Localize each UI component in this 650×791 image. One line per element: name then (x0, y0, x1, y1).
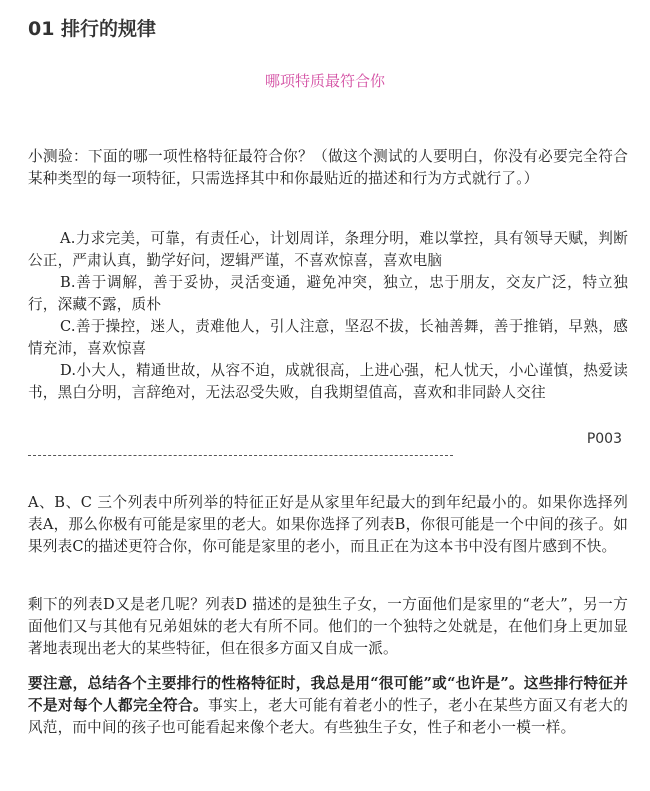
paragraph-list-d: 剩下的列表D又是老几呢？列表D 描述的是独生子女，一方面他们是家里的“老大”，另一方面他们又与其他有兄弟姐妹的老大有所不同。他们的一个独特之处就是，在他们身上更加显著地表现出老大的某些特征，但在很多方面又自成一派。 (28, 596, 628, 657)
section-heading: 01 排行的规律 (28, 18, 157, 40)
page-number: P003 (586, 431, 622, 447)
dashed-divider (28, 455, 453, 456)
option-b: B.善于调解，善于妥协，灵活变通，避免冲突，独立，忠于朋友，交友广泛，特立独行，深藏不露，质朴 (28, 274, 628, 313)
paragraph-note (28, 673, 628, 739)
subtitle: 哪项特质最符合你 (264, 72, 385, 90)
note-body: 事实上，老大可能有着老小的性子，老小在某些方面又有老大的风范，而中间的孩子也可能看起来像个老大。有些独生子女，性子和老小一模一样。 (28, 697, 628, 736)
option-d: D.小大人，精通世故，从容不迫，成就很高，上进心强，杞人忧天，小心谨慎，热爱读书，黑白分明，言辞绝对，无法忍受失败，自我期望值高，喜欢和非同龄人交往 (28, 362, 628, 401)
paragraph-lists-explained: A、B、C 三个列表中所列举的特征正好是从家里年纪最大的到年纪最小的。如果你选择列表A，那么你极有可能是家里的老大。如果你选择了列表B，你很可能是一个中间的孩子。如果列表C的描述更符合你，你可能是家里的老小，而且正在为这本书中没有图片感到不快。 (28, 494, 628, 555)
option-c: C.善于操控，迷人，责难他人，引人注意，坚忍不拔，长袖善舞，善于推销，早熟，感情充沛，喜欢惊喜 (28, 318, 628, 357)
quiz-intro: 小测验：下面的哪一项性格特征最符合你？（做这个测试的人要明白，你没有必要完全符合某种类型的每一项特征，只需选择其中和你最贴近的描述和行为方式就行了。） (28, 148, 628, 187)
note-emphasis: 要注意，总结各个主要排行的性格特征时，我总是用“很可能”或“也许是”。这些排行特征并不是对每个人都完全符合。 (28, 675, 628, 714)
option-list (28, 228, 628, 404)
option-a: A.力求完美，可靠，有责任心，计划周详，条理分明，难以掌控，具有领导天赋，判断公正，严肃认真，勤学好问，逻辑严谨，不喜欢惊喜，喜欢电脑 (28, 230, 628, 269)
